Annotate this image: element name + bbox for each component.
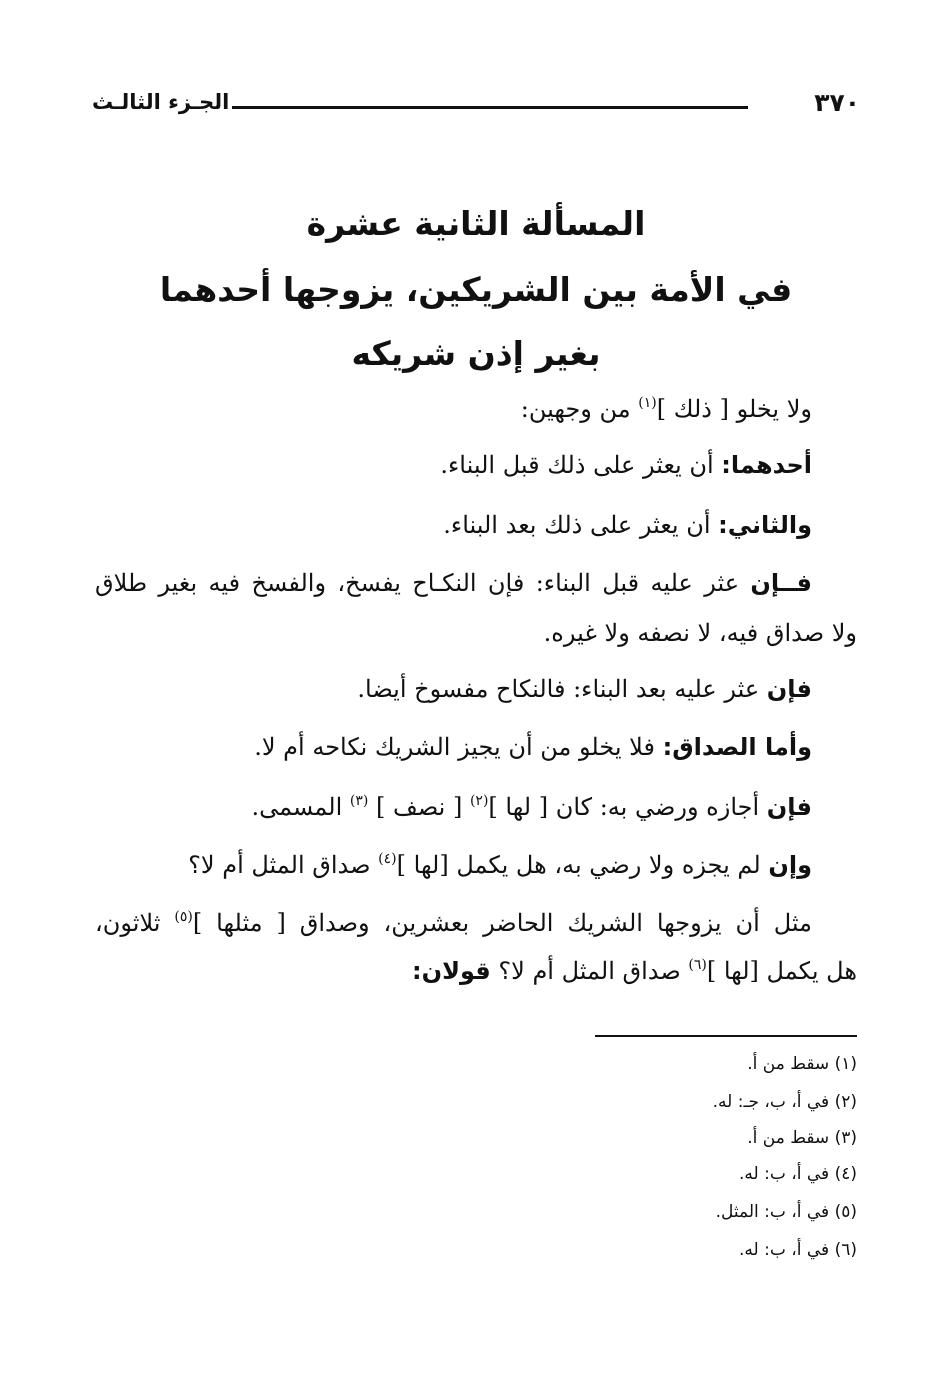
p7-b: [ نصف ] (368, 793, 470, 821)
p9-b: ثلاثون، (95, 909, 175, 937)
running-header (92, 88, 860, 128)
p4-lead: فــإن (750, 569, 812, 597)
paragraph-6 (95, 730, 812, 764)
chapter-heading-line-3: بغير إذن شريكه (351, 334, 601, 373)
p7-lead: فإن (766, 793, 812, 821)
paragraph-9-continued (95, 954, 857, 988)
volume-title: الجـزء الثالـث (92, 90, 230, 114)
paragraph-4-continued (95, 616, 857, 650)
footnote-1: (١) سقط من أ. (747, 1054, 857, 1074)
p6-text: فلا يخلو من أن يجيز الشريك نكاحه أم لا. (254, 733, 663, 761)
footnote-ref-3: (٣) (349, 793, 369, 809)
page-number: ٣٧٠ (814, 88, 860, 117)
footnote-4: (٤) في أ، ب: له. (739, 1164, 857, 1184)
p1-text: ولا يخلو [ ذلك ] (656, 395, 812, 423)
p1-rest: من وجهين: (520, 395, 639, 423)
footnote-separator (595, 1035, 857, 1037)
paragraph-3 (95, 508, 812, 542)
chapter-heading-line-2: في الأمة بين الشريكين، يزوجها أحدهما (159, 270, 793, 309)
p7-a: أجازه ورضي به: كان [ لها ] (488, 793, 767, 821)
p9-c: هل يكمل [لها ] (706, 957, 857, 985)
p4-text: عثر عليه قبل البناء: فإن النكـاح يفسخ، والفسخ فيه بغير طلاق (95, 569, 751, 597)
p3-text: أن يعثر على ذلك بعد البناء. (443, 511, 719, 539)
footnote-ref-1: (١) (638, 395, 657, 411)
p3-lead: والثاني: (718, 511, 812, 539)
p9-a: مثل أن يزوجها الشريك الحاضر بعشرين، وصداق [ مثلها ] (192, 909, 813, 937)
footnote-ref-2: (٢) (469, 793, 489, 809)
footnote-6: (٦) في أ، ب: له. (739, 1240, 857, 1260)
p4-cont: ولا صداق فيه، لا نصفه ولا غيره. (543, 619, 857, 647)
p8-a: لم يجزه ولا رضي به، هل يكمل [لها ] (396, 851, 769, 879)
p7-c: المسمى. (251, 793, 350, 821)
footnote-ref-5: (٥) (174, 909, 193, 925)
p9-bold: قولان: (412, 957, 491, 985)
p2-lead: أحدهما: (721, 451, 812, 479)
footnote-ref-4: (٤) (378, 851, 397, 867)
p5-text: عثر عليه بعد البناء: فالنكاح مفسوخ أيضا. (357, 675, 767, 703)
paragraph-4 (95, 566, 812, 600)
p6-lead: وأما الصداق: (662, 733, 812, 761)
p8-b: صداق المثل أم لا؟ (188, 851, 379, 879)
footnote-2: (٢) في أ، ب، جـ: له. (712, 1092, 857, 1112)
footnote-3: (٣) سقط من أ. (747, 1128, 857, 1148)
chapter-heading-line-1: المسألة الثانية عشرة (306, 204, 646, 243)
paragraph-9 (95, 906, 812, 940)
header-rule (232, 106, 748, 109)
footnote-ref-6: (٦) (688, 957, 707, 973)
p8-lead: وإن (768, 851, 812, 879)
p5-lead: فإن (766, 675, 812, 703)
p2-text: أن يعثر على ذلك قبل البناء. (440, 451, 722, 479)
paragraph-8 (95, 848, 812, 882)
paragraph-1 (95, 392, 812, 426)
paragraph-5 (95, 672, 812, 706)
paragraph-7 (95, 790, 812, 824)
footnote-5: (٥) في أ، ب: المثل. (715, 1202, 857, 1222)
paragraph-2 (95, 448, 812, 482)
p9-d: صداق المثل أم لا؟ (490, 957, 689, 985)
